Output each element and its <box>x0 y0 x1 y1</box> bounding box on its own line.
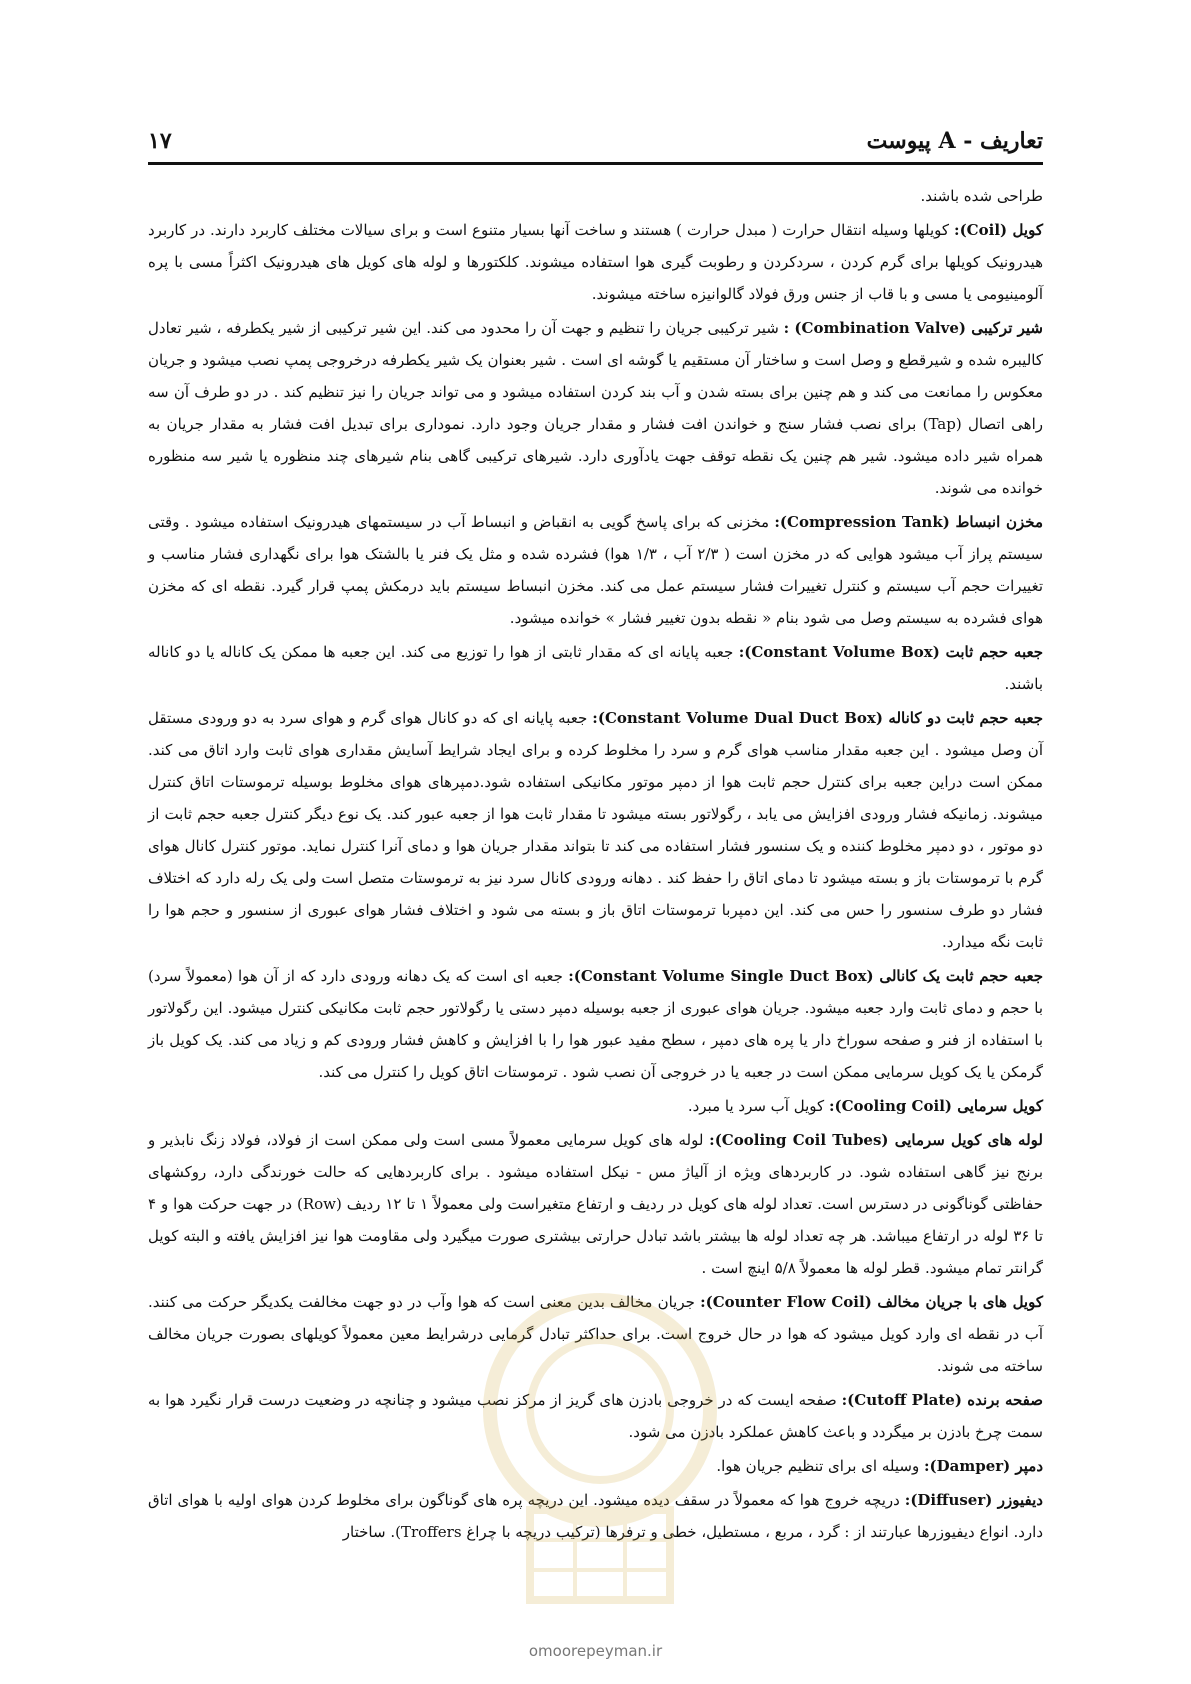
entry-term: جعبه حجم ثابت (Constant Volume Box): <box>738 643 1043 661</box>
entry-term: دمپر (Damper): <box>923 1457 1043 1475</box>
entry-term: صفحه برنده (Cutoff Plate): <box>841 1391 1043 1409</box>
page-header <box>148 110 1043 165</box>
entry-definition: جعبه پایانه ای که دو کانال هوای گرم و هوای سرد به دو ورودی مستقل آن وصل میشود . این جعبه مقدار مناسب هوای گرم و سرد را مخلوط کرده و برای ایجاد شرایط آسایش مقداری هوای ثابت وارد اتاق می کند. ممکن است دراین جعبه برای کنترل حجم ثابت هوا از دمپر موتور مکانیکی استفاده شود.دمپرهای هوای مخلوط بوسیله ترموستات اتاق کنترل میشوند. زمانیکه فشار ورودی افزایش می یابد ، رگولاتور بسته میشود تا مقدار ثابت هوا از جعبه عبور کند. یک نوع دیگر کنترل جعبه حجم ثابت از دو موتور ، دو دمپر مخلوط کننده و یک سنسور فشار استفاده می کند تا بتواند مقدار جریان هوا و دمای آنرا کنترل نماید. موتور کنترل کانال هوای گرم با ترموستات باز و بسته میشود تا دمای اتاق را حفظ کند . دهانه ورودی کانال سرد نیز به ترموستات متصل است ولی یک رله دارد که اختلاف فشار دو طرف سنسور را حس می کند. این دمپربا ترموستات اتاق باز و بسته می شود و اختلاف فشار هوای عبوری از سنسور و حجم هوا را ثابت نگه میدارد. <box>148 709 1043 951</box>
chapter-title: پیوست A - تعاریف <box>866 128 1043 154</box>
entry-term: جعبه حجم ثابت دو کاناله (Constant Volume Dual Duct Box): <box>592 709 1043 727</box>
watermark-url: omoorepeyman.ir <box>528 1642 663 1660</box>
entry-definition: جریان مخالف بدین معنی است که هوا وآب در دو جهت مخالفت یکدیگر حرکت می کنند. آب در نقطه ای وارد کویل میشود که هوا در حال خروج است. برای حداکثر تبادل گرمایی درشرایط معین معمولاً کویلهای بصورت جریان مخالف ساخته می شوند. <box>148 1293 1043 1375</box>
glossary-body <box>148 180 1044 1541</box>
glossary-entry <box>148 1124 1043 1284</box>
glossary-entry <box>148 1384 1043 1448</box>
entry-term: شیر ترکیبی (Combination Valve) : <box>783 319 1043 337</box>
entry-definition: صفحه ایست که در خروجی بادزن های گریز از مرکز نصب میشود و چنانچه در وضعیت درست قرار نگیرد هوا به سمت چرخ بادزن بر میگردد و باعث کاهش عملکرد بادزن می شود. <box>148 1391 1043 1441</box>
glossary-entry <box>148 1090 1043 1122</box>
glossary-entry <box>148 960 1043 1088</box>
entry-definition: کویلها وسیله انتقال حرارت ( مبدل حرارت ) هستند و ساخت آنها بسیار متنوع است و برای سیالات مختلف کاربرد دارند. در کاربرد هیدرونیک کویلها برای گرم کردن ، سردکردن و رطوبت گیری هوا استفاده میشوند. کلکتورها و لوله های کویل های هیدرونیک اکثراً مسی با پره آلومینیومی یا مسی و با قاب از جنس ورق فولاد گالوانیزه ساخته میشوند. <box>148 221 1043 303</box>
entry-definition: جعبه پایانه ای که مقدار ثابتی از هوا را توزیع می کند. این جعبه ها ممکن یک کاناله یا دو کاناله باشند. <box>148 643 1043 693</box>
entry-definition: دریچه خروج هوا که معمولاً در سقف دیده میشود. این دریچه پره های گوناگون برای مخلوط کردن هوای اولیه با هوای اتاق دارد. انواع دیفیوزرها عبارتند از : گرد ، مربع ، مستطیل، خطی و ترفرها (ترکیب دریچه با چراغ Troffers). ساختار <box>148 1491 1043 1541</box>
entry-definition: جعبه ای است که یک دهانه ورودی دارد که از آن هوا (معمولاً سرد) با حجم و دمای ثابت وارد جعبه میشود. جریان هوای عبوری از جعبه بوسیله دمپر دستی یا رگولاتور حجم ثابت مکانیکی کنترل میشود. این رگولاتور با استفاده از فنر و صفحه سوراخ دار یا پره های دمپر ، سطح مفید عبور هوا را با افزایش و کاهش فشار ورودی کم و زیاد می کند. یک کویل باز گرمکن یا یک کویل سرمایی ممکن است در جعبه یا در خروجی آن نصب شود . ترموستات اتاق کویل را کنترل می کند. <box>148 967 1043 1081</box>
glossary-entry <box>148 1286 1043 1382</box>
glossary-entry <box>148 506 1043 634</box>
entry-term: دیفیوزر (Diffuser): <box>904 1491 1043 1509</box>
page-number: ۱۷ <box>148 128 172 154</box>
glossary-entry <box>148 1450 1043 1482</box>
entry-definition: کویل آب سرد یا مبرد. <box>687 1097 825 1115</box>
glossary-entries <box>148 214 1043 1548</box>
entry-term: مخزن انبساط (Compression Tank): <box>774 513 1043 531</box>
glossary-entry <box>148 636 1043 700</box>
entry-definition: لوله های کویل سرمایی معمولاً مسی است ولی ممکن است از فولاد، فولاد زنگ نابذیر و برنج نیز گاهی استفاده شود. در کاربردهای ویژه از آلیاژ مس - نیکل استفاده میشود . برای کاربردهایی که حالت خورندگی دارد، روکشهای حفاظتی گوناگونی در دسترس است. تعداد لوله های کویل در ردیف و ارتفاع متغیراست ولی معمولاً ۱ تا ۱۲ ردیف (Row) در جهت حرکت هوا و ۴ تا ۳۶ لوله در ارتفاع میباشد. هر چه تعداد لوله ها بیشتر باشد تبادل حرارتی بیشتری صورت میگیرد ولی مقاومت هوا نیز افزایش یافته و البته کویل گرانتر تمام میشود. قطر لوله ها معمولاً ۵/۸ اینچ است . <box>148 1131 1044 1277</box>
continuation-text: طراحی شده باشند. <box>920 187 1043 205</box>
entry-definition: وسیله ای برای تنظیم جریان هوا. <box>716 1457 920 1475</box>
entry-term: لوله های کویل سرمایی (Cooling Coil Tubes): <box>709 1131 1043 1149</box>
entry-definition: مخزنی که برای پاسخ گویی به انقباض و انبساط آب در سیستمهای هیدرونیک استفاده میشود . وقتی سیستم پراز آب میشود هوایی که در مخزن است ( ۲/۳ آب ، ۱/۳ هوا) فشرده شده و مثل یک فنر یا بالشتک هوا برای نگهداری فشار مناسب و تغییرات حجم آب سیستم و کنترل تغییرات فشار سیستم عمل می کند. مخزن انبساط سیستم باید درمکش پمپ قرار گیرد. نقطه ای که مخزن هوای فشرده به سیستم وصل می شود بنام « نقطه بدون تغییر فشار » خوانده میشود. <box>148 513 1044 627</box>
glossary-entry <box>148 702 1043 958</box>
entry-term: جعبه حجم ثابت یک کانالی (Constant Volume Single Duct Box): <box>568 967 1043 985</box>
entry-term: کویل های با جریان مخالف (Counter Flow Coil): <box>700 1293 1043 1311</box>
entry-term: کویل سرمایی (Cooling Coil): <box>828 1097 1043 1115</box>
glossary-entry <box>148 214 1043 310</box>
entry-definition: شیر ترکیبی جریان را تنظیم و جهت آن را محدود می کند. این شیر ترکیبی از شیر یکطرفه ، شیر تعادل کالیبره شده و شیرقطع و وصل است و ساختار آن مستقیم یا گوشه ای است . شیر بعنوان یک شیر یکطرفه درخروجی پمپ نصب میشود و جریان معکوس را ممانعت می کند و هم چنین برای بسته شدن و آب بند کردن استفاده میشود و می تواند جریان را نیز تنظیم کند . در دو طرف آن سه راهی اتصال (Tap) برای نصب فشار سنج و خواندن افت فشار و مقدار جریان وجود دارد. نموداری برای تبدیل افت فشار به مقدار جریان به همراه شیر داده میشود. شیر هم چنین یک نقطه توقف جهت یادآوری دارد. شیرهای ترکیبی گاهی بنام شیرهای چند منظوره یا شیر سه منظوره خوانده می شوند. <box>148 319 1044 497</box>
glossary-entry <box>148 1484 1043 1548</box>
glossary-entry <box>148 312 1043 504</box>
entry-term: کویل (Coil): <box>954 221 1043 239</box>
